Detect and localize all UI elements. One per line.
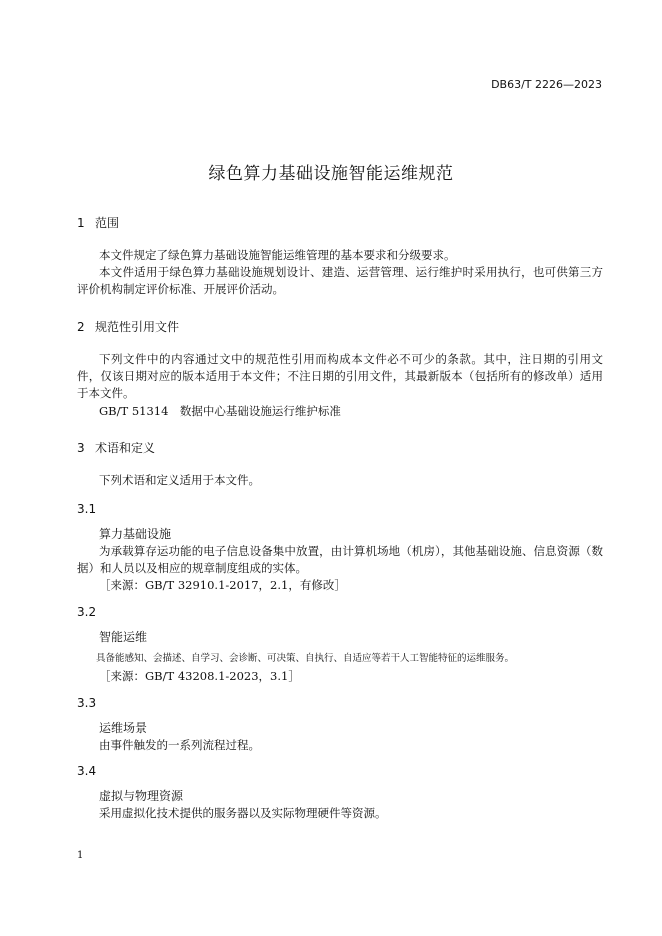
- clause-number: 3.4: [77, 764, 97, 778]
- section-number: 2: [77, 320, 85, 334]
- document-code: DB63/T 2226—2023: [491, 78, 602, 91]
- clause-number: 3.2: [77, 605, 97, 619]
- term-definition: 具备能感知、会描述、自学习、会诊断、可决策、自执行、自适应等若干人工智能特征的运维服务。: [96, 653, 515, 664]
- page-title: 绿色算力基础设施智能运维规范: [208, 164, 454, 184]
- section-heading-scope: [77, 214, 119, 231]
- section-title: 范围: [95, 216, 120, 230]
- page-number: 1: [77, 850, 84, 861]
- reference-item: GB/T 51314 数据中心基础设施运行维护标准: [99, 404, 341, 418]
- term-definition: 采用虚拟化技术提供的服务器以及实际物理硬件等资源。: [99, 806, 387, 820]
- paragraph: 下列文件中的内容通过文中的规范性引用而构成本文件必不可少的条款。其中，注日期的引用文件，仅该日期对应的版本适用于本文件；不注日期的引用文件，其最新版本（包括所有的修改单）适用于本文件。: [77, 352, 603, 400]
- paragraph: 本文件适用于绿色算力基础设施规划设计、建造、运营管理、运行维护时采用执行，也可供第三方评价机构制定评价标准、开展评价活动。: [77, 265, 603, 296]
- term-title: 算力基础设施: [99, 527, 172, 541]
- term-source: ［来源：GB/T 32910.1-2017，2.1，有修改］: [99, 578, 346, 592]
- clause-number: 3.1: [77, 502, 97, 516]
- section-number: 1: [77, 216, 85, 230]
- section-heading-terms-definitions: [77, 439, 155, 456]
- section-number: 3: [77, 441, 85, 455]
- paragraph: 下列术语和定义适用于本文件。: [99, 473, 260, 487]
- term-definition: 为承载算存运功能的电子信息设备集中放置，由计算机场地（机房），其他基础设施、信息资源（数据）和人员以及相应的规章制度组成的实体。: [77, 544, 603, 575]
- term-title: 虚拟与物理资源: [99, 789, 184, 803]
- term-definition: 由事件触发的一系列流程过程。: [99, 738, 260, 752]
- section-title: 规范性引用文件: [95, 320, 180, 334]
- term-source: ［来源：GB/T 43208.1-2023，3.1］: [99, 669, 300, 683]
- paragraph: 本文件规定了绿色算力基础设施智能运维管理的基本要求和分级要求。: [99, 248, 456, 262]
- section-title: 术语和定义: [95, 441, 156, 455]
- section-heading-normative-references: [77, 318, 179, 335]
- term-title: 运维场景: [99, 721, 148, 735]
- term-title: 智能运维: [99, 630, 148, 644]
- clause-number: 3.3: [77, 696, 97, 710]
